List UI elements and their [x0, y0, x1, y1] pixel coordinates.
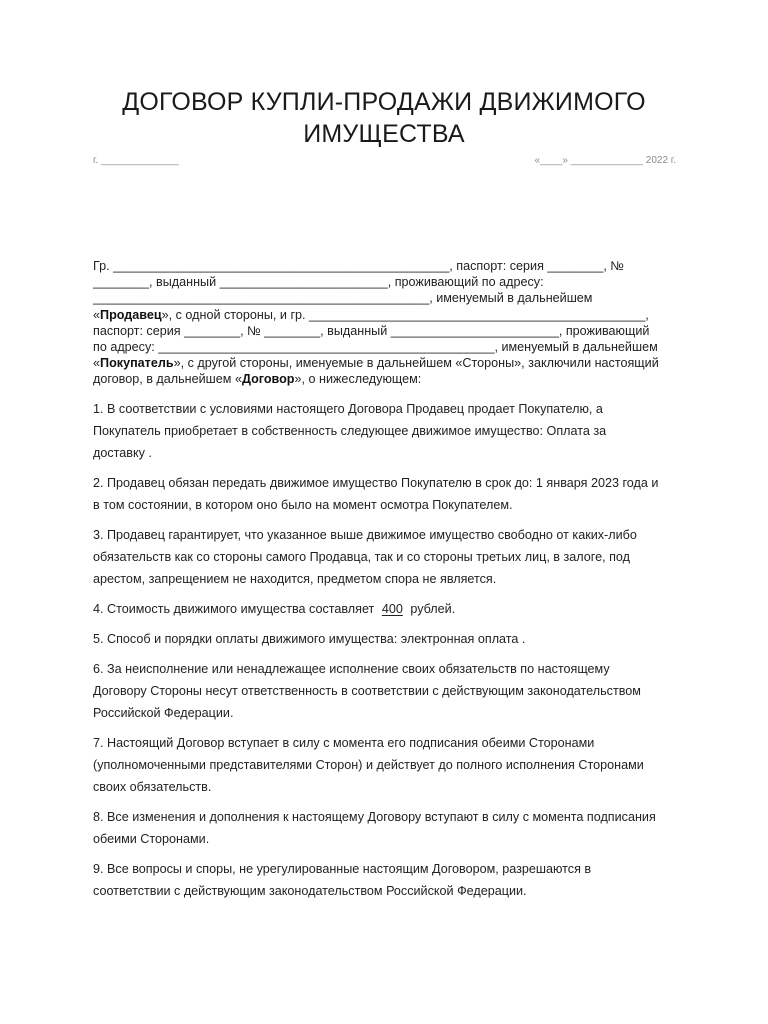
intro-text: », о нижеследующем:	[294, 372, 422, 387]
clause-line: 2. Продавец обязан передать движимое имущество Покупателю в срок до: 1 января 2023 года и	[93, 476, 659, 490]
clause-line: 5. Способ и порядки оплаты движимого имущества: электронная оплата .	[93, 632, 526, 646]
intro-line	[93, 371, 683, 387]
clause-line: Покупатель приобретает в собственность следующее движимое имущество: Оплата за	[93, 424, 607, 438]
intro-line	[93, 355, 683, 371]
intro-line: ________, выданный ________________________, проживающий по адресу:	[93, 275, 544, 290]
quote-open: «	[93, 307, 101, 322]
title-line-2: ИМУЩЕСТВА	[303, 120, 465, 148]
document-title	[60, 86, 708, 150]
clause-line: 6. За неисполнение или ненадлежащее исполнение своих обязательств по настоящему	[93, 662, 610, 676]
clause-5	[93, 628, 683, 650]
clause-line: Российской Федерации.	[93, 706, 234, 720]
clause-line: своих обязательств.	[93, 780, 212, 794]
intro-line: Гр. ________________________________________________, паспорт: серия ________, №	[93, 259, 624, 273]
title-line-1: ДОГОВОР КУПЛИ-ПРОДАЖИ ДВИЖИМОГО	[122, 88, 646, 116]
clause-line: соответствии с действующим законодательством Российской Федерации.	[93, 884, 527, 898]
clause-line: 1. В соответствии с условиями настоящего Договора Продавец продает Покупателю, а	[93, 402, 603, 416]
intro-text: », с одной стороны, и гр. ________________________________________________,	[161, 307, 649, 322]
clause-line: (уполномоченными представителями Сторон) и действует до полного исполнения Сторонами	[93, 758, 644, 772]
date-field: «____» _____________ 2022 г.	[534, 155, 676, 166]
quote-open: «	[93, 356, 101, 371]
clause-text: рублей.	[406, 602, 456, 616]
clause-line: обеими Сторонами.	[93, 832, 210, 846]
clause-line: в том состоянии, в котором оно было на момент осмотра Покупателем.	[93, 498, 513, 512]
contract-clauses	[93, 398, 683, 910]
contract-term: Договор	[241, 372, 295, 387]
parties-paragraph	[93, 258, 683, 388]
intro-line: по адресу: ________________________________________________, именуемый в дальнейшем	[93, 340, 658, 355]
clause-line: 7. Настоящий Договор вступает в силу с момента его подписания обеими Сторонами	[93, 736, 595, 750]
clause-7	[93, 732, 683, 798]
intro-line	[93, 307, 683, 323]
clause-9	[93, 858, 683, 902]
clause-line: арестом, запрещением не находится, предметом спора не является.	[93, 572, 497, 586]
clause-line: 3. Продавец гарантирует, что указанное выше движимое имущество свободно от каких-либо	[93, 528, 637, 542]
clause-line: Договору Стороны несут ответственность в соответствии с действующим законодательством	[93, 684, 641, 698]
city-field: г. ______________	[93, 155, 179, 166]
clause-line: доставку .	[93, 446, 152, 460]
intro-line: паспорт: серия ________, № ________, выданный ________________________, проживающий	[93, 323, 650, 338]
clause-6	[93, 658, 683, 724]
clause-4	[93, 598, 683, 620]
clause-line: 9. Все вопросы и споры, не урегулированные настоящим Договором, разрешаются в	[93, 862, 592, 876]
clause-2	[93, 472, 683, 516]
buyer-term: Покупатель	[100, 356, 174, 371]
seller-term: Продавец	[100, 307, 162, 322]
intro-line: ________________________________________________, именуемый в дальнейшем	[93, 291, 593, 306]
clause-line	[93, 598, 683, 620]
price-amount: 400	[381, 602, 403, 616]
clause-line: обязательств как со стороны самого Продавца, так и со стороны третьих лиц, в залоге, под	[93, 550, 630, 564]
clause-3	[93, 524, 683, 590]
place-date-row	[93, 155, 676, 169]
clause-line: 8. Все изменения и дополнения к настоящему Договору вступают в силу с момента подписания	[93, 810, 656, 824]
clause-1	[93, 398, 683, 464]
intro-text: », с другой стороны, именуемые в дальнейшем «Стороны», заключили настоящий	[173, 356, 659, 371]
clause-8	[93, 806, 683, 850]
intro-text: договор, в дальнейшем «	[93, 372, 242, 387]
clause-text: 4. Стоимость движимого имущества составляет	[93, 602, 378, 616]
